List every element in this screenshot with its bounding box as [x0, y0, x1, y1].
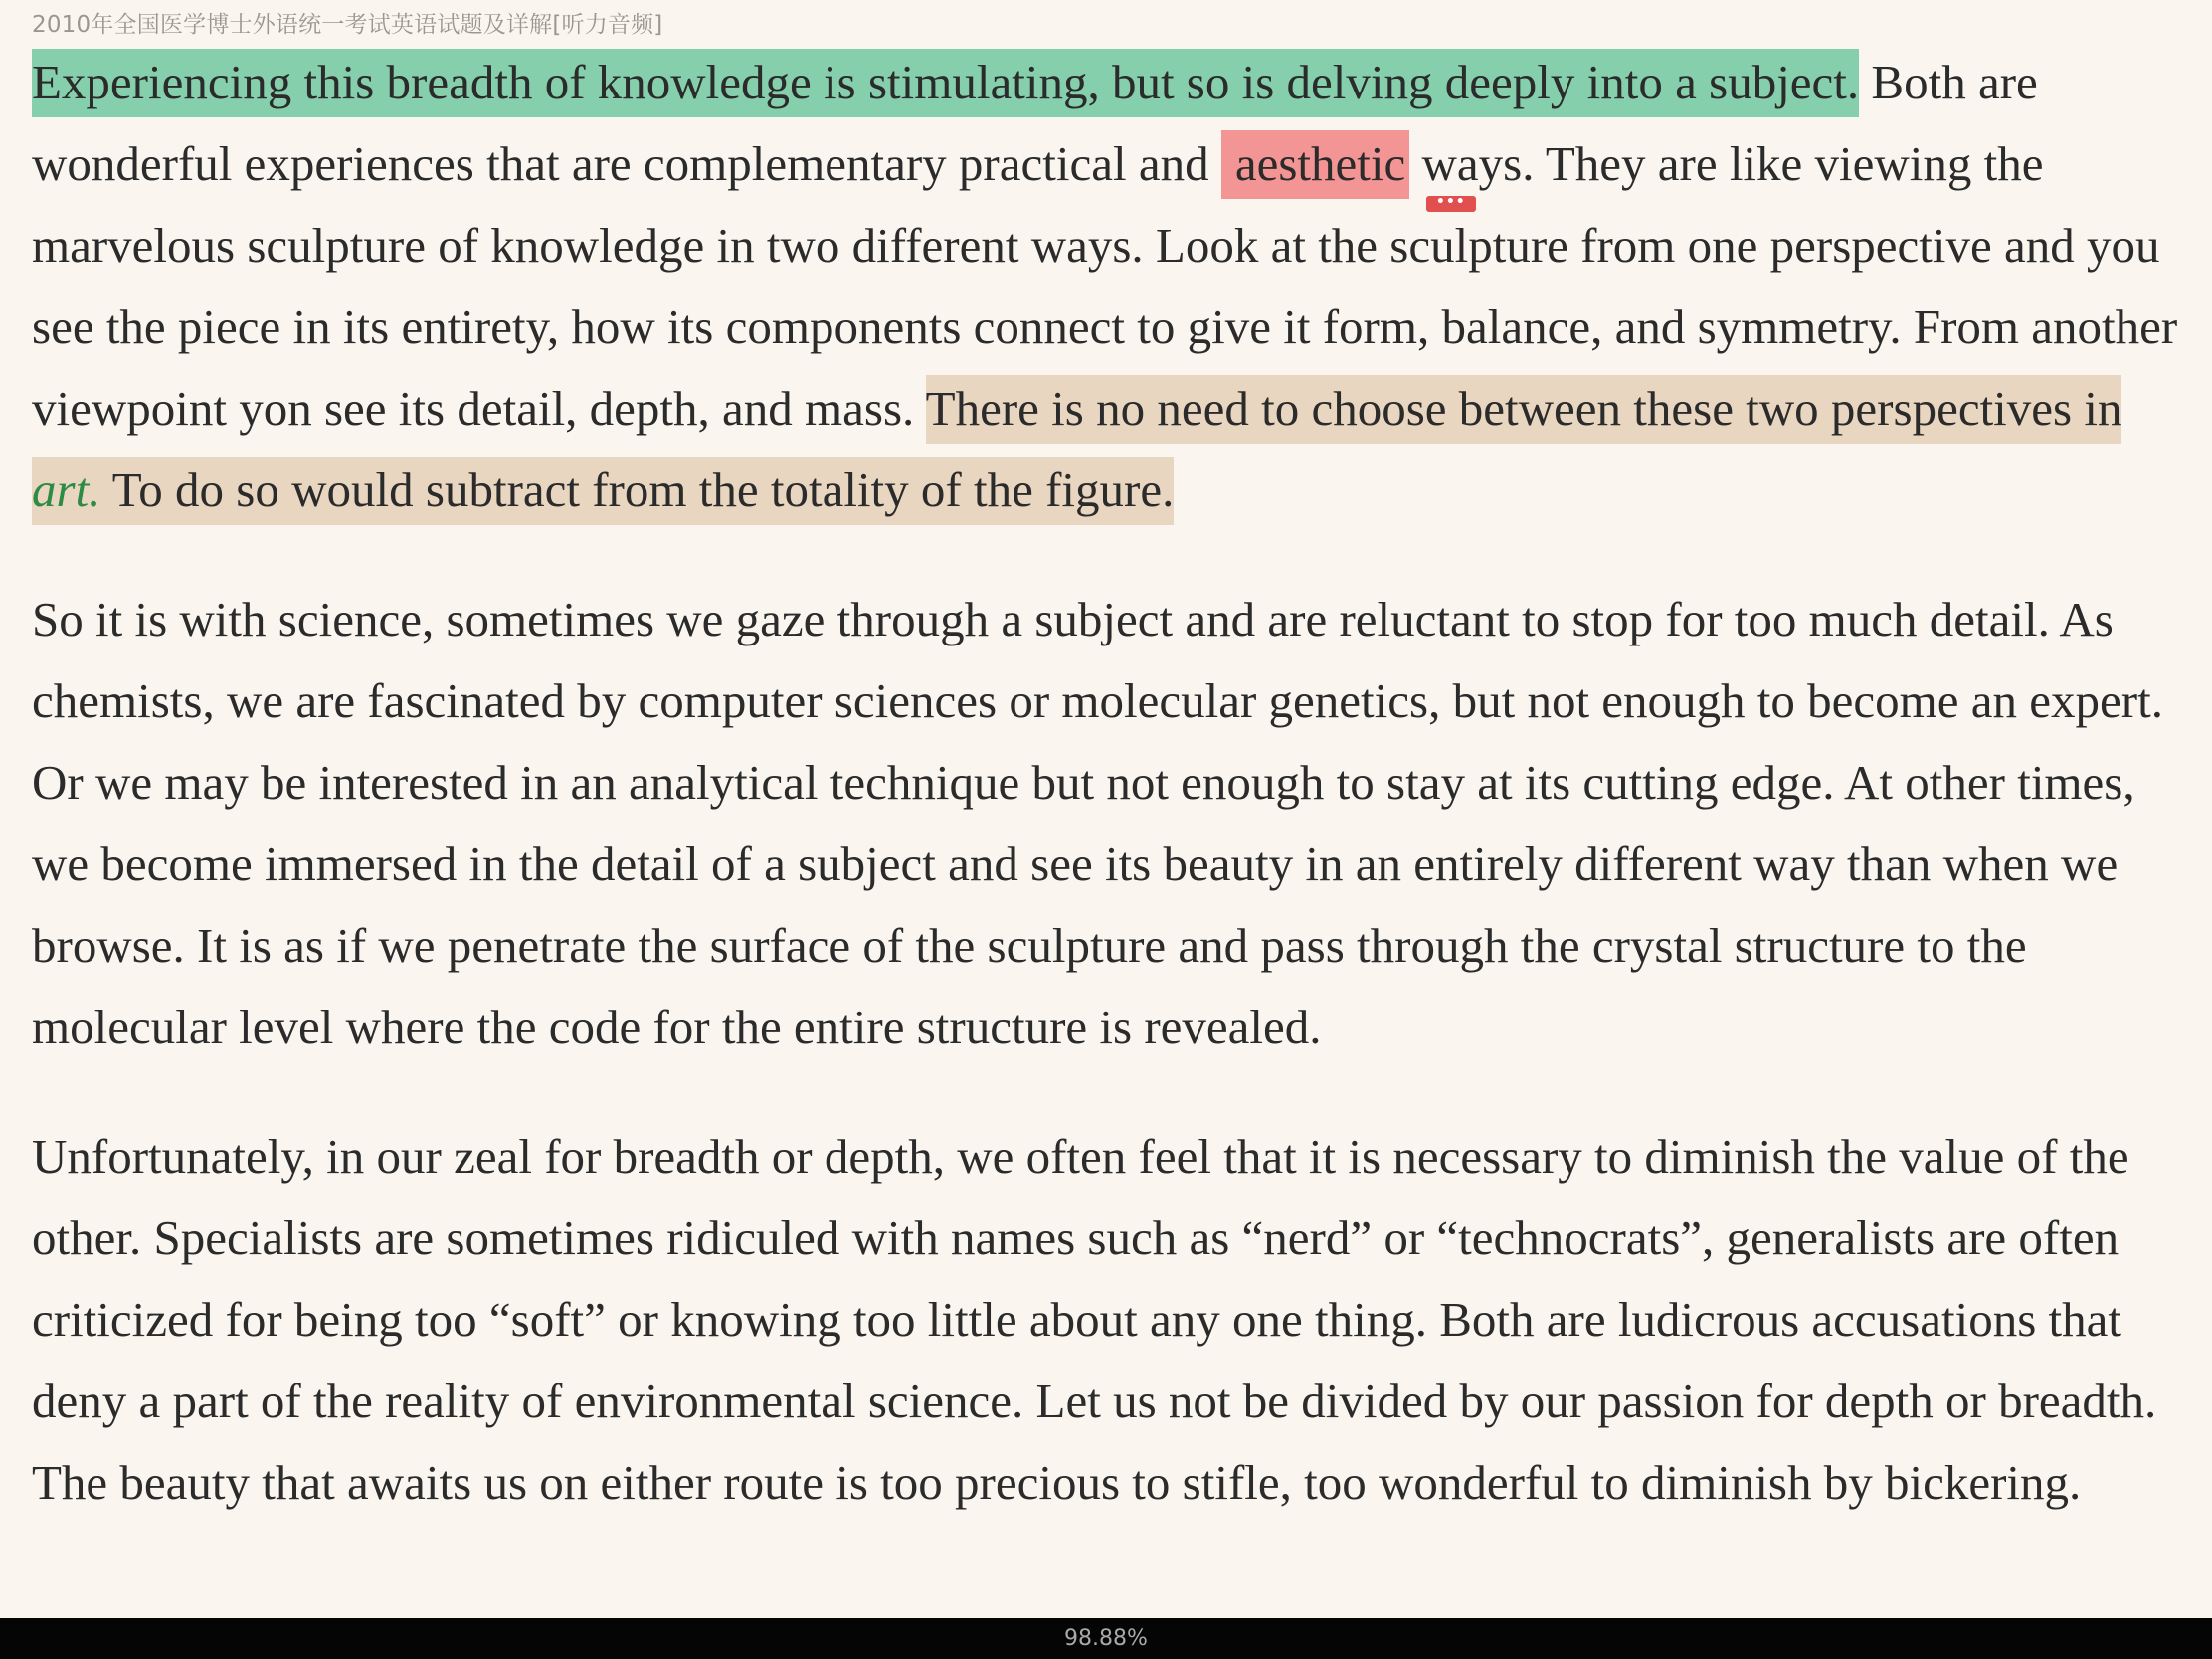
text-run: Both are wonderful experiences that are complementary practical and [32, 55, 2038, 191]
italic-word: art. [32, 462, 101, 517]
paragraph-1[interactable] [32, 42, 2200, 531]
text-run: ways. They are like viewing the marvelous sculpture of knowledge in two different ways. Look at the sculpture from one perspective and you see the piece in its entirety, how its components connect to give it form, balance, and symmetry. From another viewpoint yon see its detail, depth, and mass. [32, 136, 2178, 436]
book-title-header: 2010年全国医学博士外语统一考试英语试题及详解[听力音频] [32, 12, 663, 38]
highlight-beige-text-b: To do so would subtract from the totality of the figure. [100, 462, 1175, 517]
paragraph-3[interactable]: Unfortunately, in our zeal for breadth or depth, we often feel that it is necessary to diminish the value of the other. Specialists are sometimes ridiculed with names such as “nerd” or “technocrats”, generalists are often criticized for being too “soft” or knowing too little about any one thing. Both are ludicrous accusations that deny a part of the reality of environmental science. Let us not be divided by our passion for depth or breadth. The beauty that awaits us on either route is too precious to stifle, too wonderful to diminish by bickering. [32, 1129, 2157, 1510]
paragraph-2[interactable]: So it is with science, sometimes we gaze through a subject and are reluctant to stop for too much detail. As chemists, we are fascinated by computer sciences or molecular genetics, but not enough to become an expert. Or we may be interested in an analytical technique but not enough to stay at its cutting edge. At other times, we become immersed in the detail of a subject and see its beauty in an entirely different way than when we browse. It is as if we penetrate the surface of the sculpture and pass through the crystal structure to the molecular level where the code for the entire structure is revealed. [32, 592, 2163, 1054]
progress-percentage: 98.88% [1064, 1626, 1148, 1651]
reading-progress-bar [0, 1618, 2212, 1659]
highlight-red-text: aesthetic [1234, 136, 1406, 191]
highlight-beige-text-a: There is no need to choose between these two perspectives in [925, 381, 2122, 436]
highlight-red-annotated[interactable] [1221, 130, 1466, 210]
reading-pane[interactable] [32, 42, 2200, 1571]
highlight-green[interactable]: Experiencing this breadth of knowledge is stimulating, but so is delving deeply into a subject. [32, 49, 1859, 117]
note-marker-icon[interactable]: ••• [1426, 196, 1476, 212]
